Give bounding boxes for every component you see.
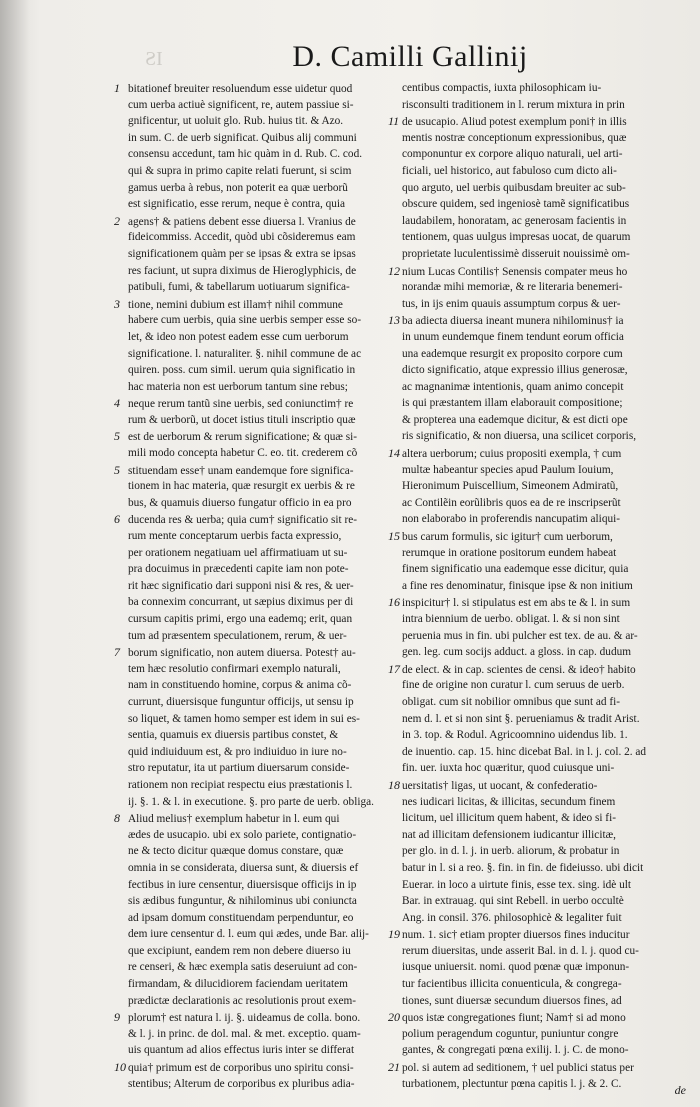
line-text: a fine res denominatur, finisque ipse & non initium: [402, 579, 633, 592]
text-line: [388, 279, 688, 296]
marginal-number: 14: [388, 446, 400, 461]
line-text: gantes, & congregati pœna exilij. l. j. C. de mono-: [402, 1044, 629, 1057]
text-line: [114, 578, 404, 595]
line-text: ficiali, uel historico, aut fabuloso cum dicto ali-: [402, 164, 617, 177]
text-line: [388, 130, 688, 147]
text-line: [114, 760, 404, 777]
text-line: [114, 711, 404, 728]
line-text: tione, nemini dubium est illam† nihil commune: [128, 298, 343, 311]
line-text: de usucapio. Aliud potest exemplum poni† in illis: [402, 116, 627, 129]
line-text: in sum. C. de uerb significat. Quibus alij communi: [128, 131, 357, 144]
text-line: [388, 760, 688, 777]
line-text: laudabilem, honoratam, ac generosam facientis in: [402, 214, 627, 227]
text-line: [388, 628, 688, 645]
line-text: omnia in se considerata, diuersa sunt, & diuersis ef: [128, 861, 359, 874]
text-line: [114, 312, 404, 329]
line-text: uersitatis† ligas, ut uocant, & confederatio-: [402, 779, 598, 792]
running-header: [0, 40, 700, 74]
text-line: [388, 594, 688, 611]
line-text: consensu accedunt, tam hic quàm in d. Rub. C. cod.: [128, 148, 363, 161]
line-text: Aliud melius† exemplum habetur in l. eum qui: [128, 813, 340, 826]
line-text: quid indiuiduum est, & pro indiuiduo in iure no-: [128, 745, 347, 758]
text-line: [114, 1076, 404, 1093]
bleed-through-text: IS: [145, 48, 163, 70]
text-line: [114, 462, 404, 479]
line-text: que excipiunt, eandem rem non debere diuerso iu: [128, 944, 351, 957]
line-text: ducenda res & uerba; quia cum† significatio sit re-: [128, 514, 357, 527]
text-line: [114, 877, 404, 894]
text-line: [114, 346, 404, 363]
line-text: Hieronimum Puiscellium, Simeonem Admiratũ,: [402, 480, 619, 493]
line-text: fideicommiss. Accedit, quòd ubi cõsideremus eam: [128, 231, 356, 244]
line-text: pol. si autem ad seditionem, † uel publici status per: [402, 1062, 634, 1075]
line-text: neque rerum tantũ sine uerbis, sed coniunctim† re: [128, 398, 354, 411]
text-line: [114, 412, 404, 429]
text-line: [114, 1009, 404, 1026]
line-text: bitationef breuiter resoluendum esse uidetur quod: [128, 83, 353, 95]
line-text: quo arguto, uel uerbis quibusdam breuiter ac sub-: [402, 181, 626, 194]
left-text-column: [114, 80, 404, 1092]
text-line: [114, 644, 404, 661]
text-line: [114, 196, 404, 213]
line-text: stro reputatur, ita ut partium diuersarum conside-: [128, 762, 350, 775]
text-line: [388, 528, 688, 545]
line-text: uis quantum ad alios effectus iuris inter se differat: [128, 1044, 355, 1057]
text-line: [114, 395, 404, 412]
line-text: num. 1. sic† etiam propter diuersos fines inducitur: [402, 929, 630, 942]
text-line: [114, 511, 404, 528]
text-line: [388, 877, 688, 894]
text-line: [114, 246, 404, 263]
text-line: [388, 611, 688, 628]
marginal-number: 17: [388, 661, 400, 676]
text-line: [388, 860, 688, 877]
line-text: Bar. in extrauag. qui sint Rebell. in uerbo occultè: [402, 895, 624, 908]
marginal-number: 16: [388, 595, 400, 610]
line-text: nium Lucas Contilis† Senensis compater meus ho: [402, 265, 628, 278]
line-text: hac materia non est uerborum tantum sine rebus;: [128, 380, 348, 393]
line-text: & l. j. in princ. de dol. mal. & met. exceptio. quam-: [128, 1027, 361, 1040]
line-text: iusque uniuersit. nomi. quod pœnæ quæ imponun-: [402, 961, 630, 974]
line-text: ad ipsam domum constituendam perpenduntur, eo: [128, 911, 354, 924]
text-line: [114, 910, 404, 927]
line-text: de elect. & in cap. scientes de censi. & ideo† habito: [402, 663, 636, 676]
text-line: [114, 661, 404, 678]
line-text: sentia, quamuis ex diuersis partibus constet, &: [128, 729, 339, 742]
line-text: risconsulti traditionem in l. rerum mixtura in prin: [402, 98, 625, 111]
line-text: stentibus; Alterum de corporibus ex pluribus adia-: [128, 1077, 355, 1090]
text-line: [388, 727, 688, 744]
line-text: ac magnanimæ intentionis, quam animo concepit: [402, 380, 624, 393]
text-line: [388, 1026, 688, 1043]
line-text: fin. uer. iuxta hoc quæritur, quod cuiusque uni-: [402, 762, 615, 775]
text-line: [388, 677, 688, 694]
line-text: let, & ideo non potest eadem esse cum uerborum: [128, 330, 349, 343]
line-text: patibuli, fumi, & tabellarum uotiuarum significa-: [128, 281, 350, 294]
line-text: tiones, sunt diuersæ secundum diuersos fines, ad: [402, 994, 622, 1007]
line-text: fine de origine non curatur l. cum seruus de uerb.: [402, 679, 625, 692]
line-text: firmandam, & dilucidiorem faciendam ueritatem: [128, 978, 348, 991]
line-text: peruenia mus in fin. ubi pulcher est tex. de au. & ar-: [402, 629, 638, 642]
line-text: norandæ mihi memoriæ, & re literaria benemeri-: [402, 281, 623, 294]
text-line: [114, 263, 404, 280]
marginal-number: 13: [388, 313, 400, 328]
line-text: licitum, uel illicitum quem habent, & ideo si fi-: [402, 812, 616, 825]
text-line: [388, 445, 688, 462]
marginal-number: 19: [388, 927, 400, 942]
line-text: turbationem, plectuntur pœna capitis l. j. & 2. C.: [402, 1077, 622, 1090]
text-line: [388, 428, 688, 445]
text-line: [388, 777, 688, 794]
text-line: [114, 445, 404, 462]
text-line: [388, 246, 688, 263]
text-line: [114, 628, 404, 645]
text-line: [388, 379, 688, 396]
line-text: res faciunt, ut supra diximus de Hieroglyphicis, de: [128, 264, 357, 277]
text-line: [388, 97, 688, 114]
text-line: [114, 744, 404, 761]
text-line: [114, 794, 404, 811]
line-text: qui & supra in primo capite relati fuerunt, si scim: [128, 164, 352, 177]
marginal-number: 15: [388, 529, 400, 544]
marginal-number: 3: [114, 296, 120, 311]
line-text: bus carum formulis, sic igitur† cum uerborum,: [402, 531, 613, 544]
text-line: [114, 611, 404, 628]
text-line: [388, 1009, 688, 1026]
text-line: [388, 296, 688, 313]
line-text: ij. §. 1. & l. in executione. §. pro parte de uerb. obliga.: [128, 795, 374, 808]
marginal-number: 5: [114, 462, 120, 477]
line-text: significationem quàm per se ipsas & extra se ipsas: [128, 247, 356, 260]
text-line: [388, 794, 688, 811]
line-text: gnificentur, ut uoluit glo. Rub. huius tit. & Azo.: [128, 115, 344, 128]
text-line: [388, 478, 688, 495]
line-text: so liquet, & tamen homo semper est idem in sui es-: [128, 712, 360, 725]
line-text: gamus uerba à rebus, non poterit ea quæ uerborũ: [128, 181, 348, 194]
text-line: [388, 312, 688, 329]
line-text: is qui præstantem illam elaborauit compositione;: [402, 397, 623, 410]
text-line: [388, 329, 688, 346]
text-line: [388, 561, 688, 578]
marginal-number: 12: [388, 263, 400, 278]
text-line: [388, 462, 688, 479]
text-line: [388, 711, 688, 728]
line-text: multæ habeantur species apud Paulum Iouium,: [402, 463, 614, 476]
text-line: [388, 163, 688, 180]
line-text: nes iudicari licitas, & illicitas, secundum finem: [402, 795, 616, 808]
text-line: [114, 428, 404, 445]
line-text: stituendam esse† unam eandemque fore significa-: [128, 464, 354, 477]
line-text: batur in l. si a reo. §. fin. in fin. de fideiusso. ubi dicit: [402, 861, 644, 874]
text-line: [114, 528, 404, 545]
line-text: intra biennium de uerbo. obligat. l. & si non sint: [402, 613, 620, 625]
line-text: tionem in hac materia, quæ resurgit ex uerbis & re: [128, 480, 355, 493]
marginal-number: 7: [114, 645, 120, 660]
marginal-number: 2: [114, 213, 120, 228]
line-text: tum ad præsentem speculationem, rerum, & uer-: [128, 629, 347, 642]
text-line: [388, 661, 688, 678]
line-text: centibus compactis, iuxta philosophicam iu-: [402, 82, 602, 94]
line-text: de inuentio. cap. 15. hinc dicebat Bal. in l. j. col. 2. ad: [402, 745, 647, 758]
text-line: [114, 130, 404, 147]
text-line: [114, 180, 404, 197]
text-line: [388, 843, 688, 860]
text-line: [114, 362, 404, 379]
text-line: [114, 694, 404, 711]
text-line: [114, 810, 404, 827]
text-line: [114, 843, 404, 860]
text-line: [388, 229, 688, 246]
marginal-number: 20: [388, 1010, 400, 1025]
text-line: [388, 578, 688, 595]
gutter-shadow: [0, 0, 30, 1107]
line-text: in unum eundemque finem tendunt eorum officia: [402, 330, 624, 343]
text-line: [114, 97, 404, 114]
line-text: componuntur ex corpore aliquo naturali, uel arti-: [402, 148, 623, 161]
text-line: [388, 511, 688, 528]
text-line: [114, 213, 404, 230]
text-line: [114, 1059, 404, 1076]
text-line: [114, 495, 404, 512]
right-text-column: [388, 80, 688, 1092]
text-line: [388, 412, 688, 429]
line-text: plorum† est natura l. ij. §. uideamus de colla. bono.: [128, 1012, 361, 1025]
line-text: ac Contilẽin eorũlibris quos ea de re inscripserũt: [402, 496, 621, 509]
line-text: cursum capitis primi, ergo una eademq; erit, quan: [128, 613, 353, 625]
marginal-number: 8: [114, 811, 120, 826]
line-text: prædictæ declarationis ac resolutionis prout exem-: [128, 994, 357, 1007]
text-line: [114, 594, 404, 611]
line-text: ba connexim concurrant, ut sæpius diximus per di: [128, 596, 354, 609]
line-text: rationem non recipiat respectu eius præstationis l.: [128, 778, 353, 791]
marginal-number: 10: [114, 1060, 126, 1075]
line-text: inspicitur† l. si stipulatus est em abs te & l. in sum: [402, 597, 631, 610]
text-line: [114, 229, 404, 246]
line-text: tur facientibus illicita conuenticula, & congrega-: [402, 978, 622, 991]
line-text: re censeri, & hæc exempla satis deseruiunt ad con-: [128, 961, 358, 974]
line-text: est de uerborum & rerum significatione; & quæ si-: [128, 431, 358, 444]
text-line: [388, 263, 688, 280]
text-line: [114, 80, 404, 97]
text-line: [114, 113, 404, 130]
text-line: [388, 959, 688, 976]
text-line: [388, 827, 688, 844]
text-line: [388, 943, 688, 960]
text-line: [388, 346, 688, 363]
line-text: quos istæ congregationes fiunt; Nam† si ad mono: [402, 1012, 626, 1025]
text-line: [114, 163, 404, 180]
line-text: ris significatio, & non diuersa, una scilicet corporis,: [402, 430, 637, 443]
line-text: altera uerborum; cuius propositi exempla, † cum: [402, 448, 622, 461]
page-title: D. Camilli Gallinij: [292, 40, 528, 73]
text-line: [114, 893, 404, 910]
text-line: [114, 777, 404, 794]
marginal-number: 9: [114, 1010, 120, 1025]
line-text: quiren. poss. cum simil. uerum quia significatio in: [128, 364, 356, 377]
line-text: polium peragendum coguntur, puniuntur congre: [402, 1027, 619, 1040]
line-text: una eademque resurgit ex proposito corpore cum: [402, 347, 623, 360]
marginal-number: 1: [114, 81, 120, 95]
line-text: agens† & patiens debent esse diuersa l. Vranius de: [128, 215, 356, 228]
marginal-number: 18: [388, 777, 400, 792]
text-line: [388, 644, 688, 661]
line-text: proprietate luculentissimè disseruit nouissimè om-: [402, 247, 630, 260]
text-line: [388, 993, 688, 1010]
line-text: pra docuimus in præcedenti capite iam non pote-: [128, 563, 349, 576]
text-line: [114, 146, 404, 163]
line-text: gen. leg. cum socijs adduct. a gloss. in cap. dudum: [402, 646, 632, 659]
text-line: [114, 379, 404, 396]
text-line: [388, 395, 688, 412]
line-text: currunt, diuersisque funguntur officijs, ut sensu ip: [128, 695, 354, 708]
text-line: [388, 495, 688, 512]
line-text: est significatio, esse rerum, neque è contra, quia: [128, 198, 346, 211]
line-text: obscure quidem, sed ingeniosè tamẽ significatibus: [402, 198, 630, 211]
line-text: nat ad illicitam defensionem iudicantur illicitæ,: [402, 828, 616, 841]
line-text: bus, & quamuis diuerso fungatur officio in ea pro: [128, 496, 352, 509]
line-text: tentionem, quas uulgus impresas uocat, de quarum: [402, 231, 631, 244]
line-text: dem iure censentur d. l. eum qui ædes, unde Bar. alij-: [128, 928, 369, 941]
line-text: significatione. l. naturaliter. §. nihil commune de ac: [128, 347, 362, 360]
text-line: [114, 677, 404, 694]
line-text: rerumque in oratione positorum eundem habeat: [402, 546, 617, 559]
text-line: [388, 893, 688, 910]
text-line: [114, 943, 404, 960]
line-text: tus, in ijs enim quauis assumptum corpus & uer-: [402, 297, 621, 310]
text-line: [388, 1076, 688, 1093]
text-line: [114, 976, 404, 993]
line-text: mili modo concepta habetur C. eo. tit. crederem cõ: [128, 447, 358, 460]
line-text: per glo. in d. l. j. in uerb. aliorum, & probatur in: [402, 845, 620, 858]
line-text: quia† primum est de corporibus uno spiritu consi-: [128, 1062, 354, 1075]
line-text: habere cum uerbis, quia sine uerbis semper esse so-: [128, 314, 362, 327]
text-line: [388, 910, 688, 927]
marginal-number: 5: [114, 429, 120, 444]
line-text: per orationem negatiuam uel affirmatiuam ut su-: [128, 546, 348, 559]
text-line: [114, 860, 404, 877]
marginal-number: 4: [114, 396, 120, 411]
line-text: ædes de usucapio. ubi ex solo pariete, contignatio-: [128, 828, 357, 841]
text-line: [388, 810, 688, 827]
line-text: rerum diuersitas, unde asserit Bal. in d. l. j. quod cu-: [402, 944, 639, 957]
line-text: rum mente conceptarum uerbis facta expressio,: [128, 530, 342, 543]
text-line: [114, 993, 404, 1010]
line-text: dicto significatio, atque expressio illius generosæ,: [402, 364, 628, 377]
line-text: finem significatio una eademque esse dicitur, quia: [402, 563, 629, 576]
line-text: borum significatio, non autem diuersa. Potest† au-: [128, 647, 356, 660]
text-line: [114, 329, 404, 346]
text-line: [388, 545, 688, 562]
line-text: fectibus in iure censentur, diuersisque officijs in ip: [128, 878, 357, 891]
text-line: [114, 1026, 404, 1043]
line-text: non elaborabo in proferendis nancupatim aliqui-: [402, 513, 621, 526]
text-line: [388, 926, 688, 943]
line-text: mentis nostræ conceptionum expressionibus, quæ: [402, 131, 627, 144]
marginal-number: 6: [114, 512, 120, 527]
text-line: [388, 113, 688, 130]
text-line: [388, 1042, 688, 1059]
marginal-number: 21: [388, 1060, 400, 1075]
line-text: Euerar. in loco a uirtute finis, esse tex. sing. idè ult: [402, 878, 632, 891]
line-text: ne & tecto dicitur quæque domus constare, quæ: [128, 845, 344, 858]
text-line: [114, 727, 404, 744]
text-line: [114, 959, 404, 976]
line-text: ba adiecta diuersa ineant munera nihilominus† ia: [402, 315, 624, 328]
text-line: [388, 180, 688, 197]
text-line: [114, 827, 404, 844]
line-text: rit hæc significatio dari supponi nisi & res, & uer-: [128, 579, 354, 592]
text-line: [114, 926, 404, 943]
line-text: obligat. cum sit nobilior omnibus que sunt ad fi-: [402, 695, 621, 708]
line-text: Ang. in consil. 376. philosophicè & legaliter fuit: [402, 911, 622, 924]
text-line: [388, 196, 688, 213]
line-text: cum uerba actiuè significent, re, autem passiue si-: [128, 98, 354, 111]
line-text: nam in constituendo homine, corpus & anima cõ-: [128, 679, 352, 692]
text-line: [388, 80, 688, 97]
text-line: [388, 976, 688, 993]
marginal-number: 11: [388, 114, 400, 129]
text-line: [388, 362, 688, 379]
text-line: [114, 561, 404, 578]
text-line: [114, 478, 404, 495]
text-line: [388, 744, 688, 761]
line-text: in 3. top. & Rodul. Agricoomnino uidendus lib. 1.: [402, 729, 628, 742]
text-line: [388, 1059, 688, 1076]
text-line: [114, 279, 404, 296]
line-text: sis ædibus funguntur, & nihilominus ubi coniuncta: [128, 895, 357, 908]
text-line: [114, 1042, 404, 1059]
line-text: & propterea una eademque dicitur, & est dicti ope: [402, 413, 628, 426]
line-text: tem hæc resolutio confirmari exemplo naturali,: [128, 662, 341, 675]
catchword: de: [674, 1083, 686, 1097]
line-text: nem d. l. et si non sint §. perueniamus & tradit Arist.: [402, 712, 640, 725]
line-text: rum & uerborũ, ut docet istius tituli inscriptio quæ: [128, 413, 356, 426]
text-line: [388, 146, 688, 163]
text-line: [388, 213, 688, 230]
text-line: [114, 545, 404, 562]
text-line: [114, 296, 404, 313]
text-line: [388, 694, 688, 711]
